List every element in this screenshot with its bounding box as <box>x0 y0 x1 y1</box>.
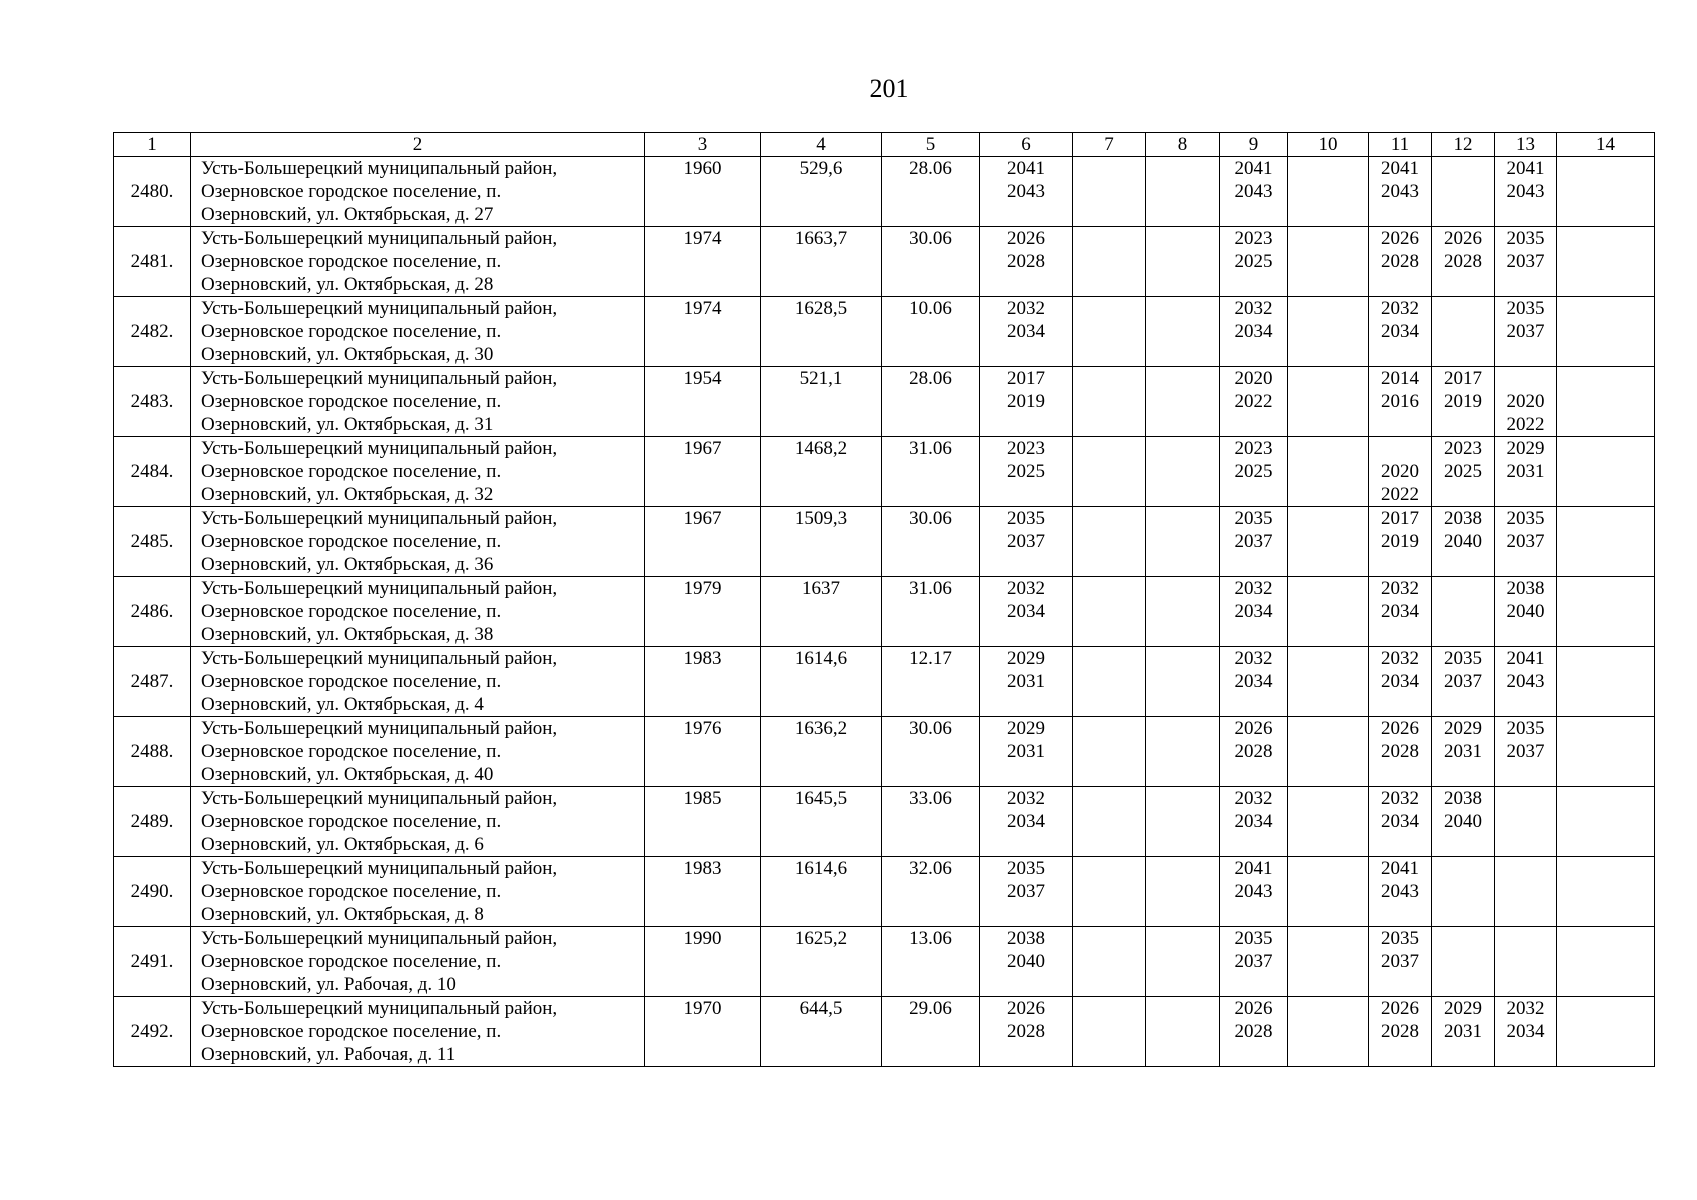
period-cell: 2035 2037 <box>1220 927 1288 997</box>
period-cell: 2035 2037 <box>1220 507 1288 577</box>
column-header: 4 <box>761 133 882 157</box>
period-cell <box>1073 157 1146 227</box>
table-row <box>114 717 1655 787</box>
period-cell <box>1146 577 1220 647</box>
period-cell <box>1146 367 1220 437</box>
row-number: 2486. <box>114 577 191 647</box>
period-cell <box>1288 297 1369 367</box>
table-row <box>114 787 1655 857</box>
period-cell: 2032 2034 <box>1220 787 1288 857</box>
column-header: 9 <box>1220 133 1288 157</box>
column-header: 7 <box>1073 133 1146 157</box>
period-cell: 2029 2031 <box>1432 717 1495 787</box>
table-row <box>114 857 1655 927</box>
period-cell: 2041 2043 <box>1495 157 1557 227</box>
period-cell <box>1495 927 1557 997</box>
period-cell: 2017 2019 <box>980 367 1073 437</box>
code-cell: 31.06 <box>882 577 980 647</box>
header-row <box>114 133 1655 157</box>
area-cell: 1636,2 <box>761 717 882 787</box>
area-cell: 1614,6 <box>761 647 882 717</box>
period-cell <box>1146 437 1220 507</box>
period-cell: 2035 2037 <box>1432 647 1495 717</box>
period-cell <box>1073 927 1146 997</box>
period-cell: 2026 2028 <box>1369 717 1432 787</box>
period-cell: 2032 2034 <box>980 787 1073 857</box>
row-number: 2483. <box>114 367 191 437</box>
year-cell: 1979 <box>645 577 761 647</box>
period-cell: 2035 2037 <box>1369 927 1432 997</box>
address-cell: Усть-Большерецкий муниципальный район, Озерновское городское поселение, п. Озерновский, ул. Октябрьская, д. 4 <box>191 647 645 717</box>
period-cell: 2026 2028 <box>1369 227 1432 297</box>
period-cell <box>1073 647 1146 717</box>
period-cell <box>1146 717 1220 787</box>
period-cell <box>1288 367 1369 437</box>
period-cell <box>1146 927 1220 997</box>
code-cell: 33.06 <box>882 787 980 857</box>
table-row <box>114 647 1655 717</box>
code-cell: 28.06 <box>882 367 980 437</box>
period-cell: 2032 2034 <box>1369 787 1432 857</box>
period-cell <box>1432 577 1495 647</box>
period-cell <box>1557 227 1655 297</box>
year-cell: 1960 <box>645 157 761 227</box>
period-cell <box>1146 507 1220 577</box>
table-row <box>114 507 1655 577</box>
year-cell: 1970 <box>645 997 761 1067</box>
period-cell: 2041 2043 <box>1220 857 1288 927</box>
column-header: 6 <box>980 133 1073 157</box>
code-cell: 32.06 <box>882 857 980 927</box>
period-cell <box>1288 997 1369 1067</box>
address-cell: Усть-Большерецкий муниципальный район, Озерновское городское поселение, п. Озерновский, ул. Октябрьская, д. 32 <box>191 437 645 507</box>
year-cell: 1990 <box>645 927 761 997</box>
period-cell <box>1146 857 1220 927</box>
period-cell <box>1557 717 1655 787</box>
page-number: 201 <box>869 74 909 103</box>
period-cell: 2020 2022 <box>1495 367 1557 437</box>
period-cell: 2041 2043 <box>1369 157 1432 227</box>
period-cell: 2032 2034 <box>1369 297 1432 367</box>
column-header: 8 <box>1146 133 1220 157</box>
period-cell: 2026 2028 <box>1220 997 1288 1067</box>
period-cell <box>1146 297 1220 367</box>
period-cell <box>1495 787 1557 857</box>
period-cell <box>1288 647 1369 717</box>
year-cell: 1976 <box>645 717 761 787</box>
period-cell: 2032 2034 <box>1220 647 1288 717</box>
code-cell: 10.06 <box>882 297 980 367</box>
year-cell: 1954 <box>645 367 761 437</box>
year-cell: 1974 <box>645 227 761 297</box>
period-cell: 2023 2025 <box>980 437 1073 507</box>
address-cell: Усть-Большерецкий муниципальный район, Озерновское городское поселение, п. Озерновский, ул. Октябрьская, д. 8 <box>191 857 645 927</box>
table-row <box>114 227 1655 297</box>
column-header: 14 <box>1557 133 1655 157</box>
period-cell <box>1557 857 1655 927</box>
period-cell <box>1557 787 1655 857</box>
period-cell <box>1288 927 1369 997</box>
row-number: 2487. <box>114 647 191 717</box>
year-cell: 1974 <box>645 297 761 367</box>
period-cell <box>1557 297 1655 367</box>
row-number: 2482. <box>114 297 191 367</box>
period-cell <box>1073 367 1146 437</box>
address-cell: Усть-Большерецкий муниципальный район, Озерновское городское поселение, п. Озерновский, ул. Октябрьская, д. 31 <box>191 367 645 437</box>
area-cell: 1645,5 <box>761 787 882 857</box>
column-header: 11 <box>1369 133 1432 157</box>
address-cell: Усть-Большерецкий муниципальный район, Озерновское городское поселение, п. Озерновский, ул. Октябрьская, д. 27 <box>191 157 645 227</box>
table-row <box>114 297 1655 367</box>
address-cell: Усть-Большерецкий муниципальный район, Озерновское городское поселение, п. Озерновский, ул. Октябрьская, д. 6 <box>191 787 645 857</box>
period-cell <box>1288 787 1369 857</box>
period-cell <box>1288 507 1369 577</box>
period-cell <box>1288 577 1369 647</box>
table-row <box>114 437 1655 507</box>
period-cell: 2020 2022 <box>1220 367 1288 437</box>
period-cell <box>1146 157 1220 227</box>
period-cell <box>1146 647 1220 717</box>
area-cell: 644,5 <box>761 997 882 1067</box>
period-cell: 2041 2043 <box>1369 857 1432 927</box>
column-header: 1 <box>114 133 191 157</box>
period-cell <box>1073 857 1146 927</box>
address-cell: Усть-Большерецкий муниципальный район, Озерновское городское поселение, п. Озерновский, ул. Октябрьская, д. 28 <box>191 227 645 297</box>
area-cell: 1509,3 <box>761 507 882 577</box>
code-cell: 31.06 <box>882 437 980 507</box>
period-cell: 2026 2028 <box>1432 227 1495 297</box>
table-row <box>114 927 1655 997</box>
period-cell: 2029 2031 <box>980 717 1073 787</box>
period-cell: 2029 2031 <box>1495 437 1557 507</box>
year-cell: 1967 <box>645 437 761 507</box>
period-cell <box>1557 507 1655 577</box>
code-cell: 28.06 <box>882 157 980 227</box>
period-cell <box>1557 157 1655 227</box>
period-cell: 2035 2037 <box>1495 507 1557 577</box>
period-cell <box>1073 577 1146 647</box>
period-cell: 2029 2031 <box>980 647 1073 717</box>
column-header: 3 <box>645 133 761 157</box>
period-cell <box>1288 227 1369 297</box>
area-cell: 1637 <box>761 577 882 647</box>
area-cell: 1625,2 <box>761 927 882 997</box>
row-number: 2490. <box>114 857 191 927</box>
period-cell <box>1432 297 1495 367</box>
period-cell: 2041 2043 <box>1495 647 1557 717</box>
period-cell: 2023 2025 <box>1432 437 1495 507</box>
address-cell: Усть-Большерецкий муниципальный район, Озерновское городское поселение, п. Озерновский, ул. Рабочая, д. 11 <box>191 997 645 1067</box>
code-cell: 30.06 <box>882 507 980 577</box>
area-cell: 1614,6 <box>761 857 882 927</box>
period-cell: 2026 2028 <box>1369 997 1432 1067</box>
period-cell <box>1288 157 1369 227</box>
period-cell: 2041 2043 <box>1220 157 1288 227</box>
period-cell <box>1557 997 1655 1067</box>
table-row <box>114 157 1655 227</box>
period-cell: 2035 2037 <box>980 857 1073 927</box>
row-number: 2485. <box>114 507 191 577</box>
period-cell: 2032 2034 <box>1369 647 1432 717</box>
period-cell: 2032 2034 <box>1495 997 1557 1067</box>
year-cell: 1985 <box>645 787 761 857</box>
period-cell <box>1073 717 1146 787</box>
area-cell: 1663,7 <box>761 227 882 297</box>
period-cell: 2032 2034 <box>1220 297 1288 367</box>
period-cell: 2017 2019 <box>1432 367 1495 437</box>
row-number: 2492. <box>114 997 191 1067</box>
period-cell: 2041 2043 <box>980 157 1073 227</box>
period-cell: 2020 2022 <box>1369 437 1432 507</box>
period-cell: 2029 2031 <box>1432 997 1495 1067</box>
code-cell: 30.06 <box>882 717 980 787</box>
column-header: 13 <box>1495 133 1557 157</box>
period-cell: 2035 2037 <box>980 507 1073 577</box>
code-cell: 12.17 <box>882 647 980 717</box>
period-cell: 2035 2037 <box>1495 717 1557 787</box>
period-cell <box>1073 227 1146 297</box>
area-cell: 1628,5 <box>761 297 882 367</box>
period-cell <box>1146 787 1220 857</box>
row-number: 2484. <box>114 437 191 507</box>
period-cell: 2017 2019 <box>1369 507 1432 577</box>
year-cell: 1983 <box>645 857 761 927</box>
code-cell: 29.06 <box>882 997 980 1067</box>
period-cell: 2035 2037 <box>1495 227 1557 297</box>
period-cell <box>1073 997 1146 1067</box>
period-cell <box>1288 717 1369 787</box>
area-cell: 1468,2 <box>761 437 882 507</box>
column-header: 12 <box>1432 133 1495 157</box>
period-cell: 2038 2040 <box>1495 577 1557 647</box>
period-cell <box>1073 507 1146 577</box>
period-cell: 2032 2034 <box>980 577 1073 647</box>
period-cell: 2032 2034 <box>980 297 1073 367</box>
table-row <box>114 997 1655 1067</box>
row-number: 2481. <box>114 227 191 297</box>
address-cell: Усть-Большерецкий муниципальный район, Озерновское городское поселение, п. Озерновский, ул. Октябрьская, д. 36 <box>191 507 645 577</box>
row-number: 2489. <box>114 787 191 857</box>
row-number: 2488. <box>114 717 191 787</box>
code-cell: 13.06 <box>882 927 980 997</box>
address-cell: Усть-Большерецкий муниципальный район, Озерновское городское поселение, п. Озерновский, ул. Октябрьская, д. 38 <box>191 577 645 647</box>
address-cell: Усть-Большерецкий муниципальный район, Озерновское городское поселение, п. Озерновский, ул. Октябрьская, д. 40 <box>191 717 645 787</box>
period-cell: 2038 2040 <box>980 927 1073 997</box>
period-cell: 2035 2037 <box>1495 297 1557 367</box>
period-cell: 2023 2025 <box>1220 437 1288 507</box>
period-cell <box>1557 577 1655 647</box>
period-cell <box>1432 857 1495 927</box>
area-cell: 521,1 <box>761 367 882 437</box>
period-cell <box>1557 367 1655 437</box>
column-header: 5 <box>882 133 980 157</box>
period-cell <box>1432 927 1495 997</box>
period-cell: 2014 2016 <box>1369 367 1432 437</box>
period-cell <box>1146 227 1220 297</box>
period-cell: 2026 2028 <box>980 997 1073 1067</box>
address-cell: Усть-Большерецкий муниципальный район, Озерновское городское поселение, п. Озерновский, ул. Октябрьская, д. 30 <box>191 297 645 367</box>
period-cell: 2026 2028 <box>980 227 1073 297</box>
period-cell: 2038 2040 <box>1432 507 1495 577</box>
year-cell: 1967 <box>645 507 761 577</box>
period-cell <box>1073 297 1146 367</box>
period-cell <box>1557 647 1655 717</box>
period-cell: 2038 2040 <box>1432 787 1495 857</box>
registry-table <box>113 132 1655 1067</box>
row-number: 2480. <box>114 157 191 227</box>
period-cell <box>1146 997 1220 1067</box>
period-cell: 2032 2034 <box>1369 577 1432 647</box>
address-cell: Усть-Большерецкий муниципальный район, Озерновское городское поселение, п. Озерновский, ул. Рабочая, д. 10 <box>191 927 645 997</box>
table-row <box>114 367 1655 437</box>
table-row <box>114 577 1655 647</box>
column-header: 2 <box>191 133 645 157</box>
period-cell <box>1073 437 1146 507</box>
period-cell <box>1495 857 1557 927</box>
period-cell <box>1288 437 1369 507</box>
period-cell <box>1557 927 1655 997</box>
period-cell: 2023 2025 <box>1220 227 1288 297</box>
column-header: 10 <box>1288 133 1369 157</box>
period-cell <box>1073 787 1146 857</box>
period-cell <box>1432 157 1495 227</box>
area-cell: 529,6 <box>761 157 882 227</box>
row-number: 2491. <box>114 927 191 997</box>
code-cell: 30.06 <box>882 227 980 297</box>
year-cell: 1983 <box>645 647 761 717</box>
period-cell <box>1557 437 1655 507</box>
period-cell: 2032 2034 <box>1220 577 1288 647</box>
period-cell: 2026 2028 <box>1220 717 1288 787</box>
period-cell <box>1288 857 1369 927</box>
